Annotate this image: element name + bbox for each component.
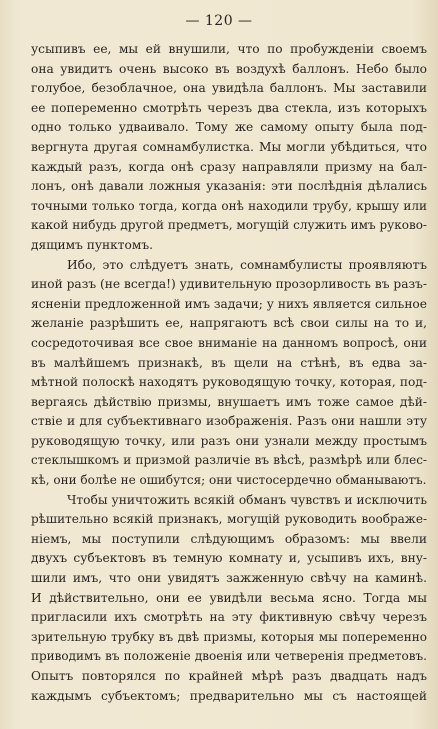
text-line: вергаясь дѣйствію призмы, внушаетъ имъ тоже самое дѣй- [31,394,427,409]
text-line: И дѣйствительно, они ее увидѣли весьма ясно. Тогда мы [31,590,427,605]
text-line: мѣтной полоскѣ находятъ руководящую точку, которая, под- [31,375,427,390]
text-line: вергнута другая сомнамбулистка. Мы могли убѣдиться, что [31,139,427,154]
body-text [31,40,427,706]
text-line: голубое, безоблачное, она увидѣла баллонъ. Мы заставили [31,81,427,96]
text-line: Чтобы уничтожить всякій обманъ чувствъ и исключить [67,492,427,507]
text-line: дящимъ пунктомъ. [31,237,153,252]
text-line: ясненіи предложенной имъ задачи; у нихъ является сильное [31,296,427,311]
text-line: точными только тогда, когда онѣ находили трубу, крышу или [31,198,427,213]
text-line: Опытъ повторялся по крайней мѣрѣ разъ двадцать надъ [31,669,427,683]
text-line: ствіе и для субъективнаго изображенія. Разъ они нашли эту [31,414,427,429]
text-line: пригласили ихъ смотрѣть на эту фиктивную свѣчу черезъ [31,610,427,625]
text-line: рѣшительно всякій признакъ, могущій руководить воображе- [31,512,427,527]
text-line: одно только удваивало. Тому же самому опыту была под- [31,120,427,135]
text-line: кѣ, они болѣе не ошибутся; они чистосердечно обманываютъ. [31,473,427,488]
text-line: двухъ субъектовъ въ темную комнату и, усыпивъ ихъ, вну- [31,551,427,566]
text-line: въ малѣйшемъ признакѣ, въ щели на стѣнѣ, въ едва за- [31,355,427,370]
text-line: шили имъ, что они увидятъ зажженную свѣчу на каминѣ. [31,571,427,586]
text-line: какой нибудь другой предметъ, могущій служить имъ руково- [31,218,427,233]
text-line: иной разъ (не всегда!) удивительную прозорливость въ разъ- [31,277,427,292]
text-line: ніемъ, мы поступили слѣдующимъ образомъ: мы ввели [31,531,427,546]
text-line: сосредоточивая все свое вниманіе на данномъ вопросѣ, они [31,335,427,350]
text-line: стеклышкомъ и призмой различіе въ вѣсѣ, размѣрѣ или блес- [31,453,427,468]
text-line: ее попеременно смотрѣть черезъ два стекла, изъ которыхъ [31,100,427,115]
text-line: руководящую точку, или разъ они узнали между простымъ [31,433,427,448]
text-line: каждый разъ, когда онѣ сразу направляли призму на бал- [31,159,427,174]
page-number: — 120 — [185,13,253,29]
text-line: желаніе разрѣшить ее, напрягаютъ всѣ свои силы на то и, [31,316,427,331]
text-line: усыпивъ ее, мы ей внушили, что по пробужденіи своемъ [31,42,427,56]
text-line: зрительную трубку въ двѣ призмы, которыя мы попеременно [31,629,427,644]
text-line: она увидитъ очень высоко въ воздухѣ баллонъ. Небо было [31,61,427,76]
text-line: Ибо, это слѣдуетъ знать, сомнамбулисты проявляютъ [67,257,427,272]
text-line: приводимъ въ положеніе двоенія или четверенія предметовъ. [31,649,427,664]
text-line: лонъ, онѣ давали ложныя указанія: эти послѣднія дѣлались [31,179,427,194]
text-line: каждымъ субъектомъ; предварительно мы съ настоящей [31,688,427,703]
